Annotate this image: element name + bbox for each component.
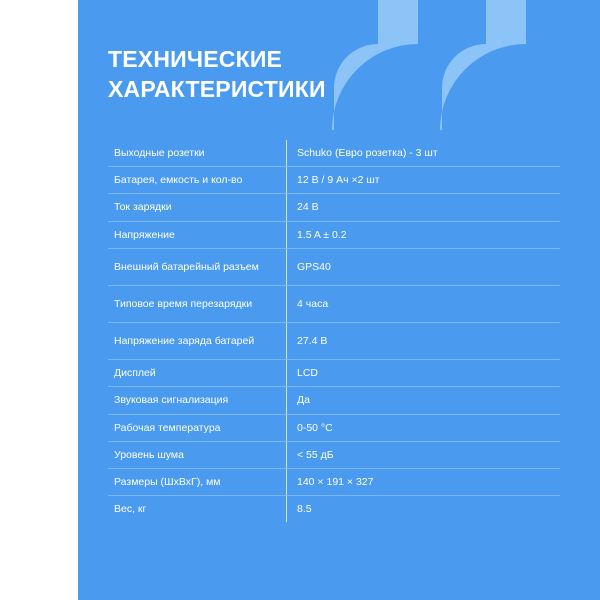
- spec-value: 4 часа: [287, 285, 561, 322]
- spec-value: 24 В: [287, 194, 561, 221]
- spec-label: Уровень шума: [108, 441, 287, 468]
- table-row: [108, 140, 560, 167]
- spec-label: Выходные розетки: [108, 140, 287, 167]
- decorative-arc-right: [440, 0, 526, 130]
- spec-value: 1.5 A ± 0.2: [287, 221, 561, 248]
- spec-label: Звуковая сигнализация: [108, 387, 287, 414]
- page-title: [108, 44, 408, 105]
- specifications-table: [108, 140, 560, 522]
- table-row: [108, 167, 560, 194]
- spec-value: 12 В / 9 Ач ×2 шт: [287, 167, 561, 194]
- page-title-line-2: ХАРАКТЕРИСТИКИ: [108, 76, 326, 103]
- spec-label: Ток зарядки: [108, 194, 287, 221]
- spec-label: Типовое время перезарядки: [108, 285, 287, 322]
- spec-value: Да: [287, 387, 561, 414]
- spec-label: Внешний батарейный разъем: [108, 248, 287, 285]
- table-row: [108, 468, 560, 495]
- spec-value: Schuko (Евро розетка) - 3 шт: [287, 140, 561, 167]
- spec-label: Напряжение заряда батарей: [108, 323, 287, 360]
- spec-label: Напряжение: [108, 221, 287, 248]
- spec-label: Батарея, емкость и кол-во: [108, 167, 287, 194]
- spec-label: Дисплей: [108, 360, 287, 387]
- table-row: [108, 441, 560, 468]
- table-row: [108, 323, 560, 360]
- table-row: [108, 360, 560, 387]
- spec-value: 8.5: [287, 496, 561, 523]
- spec-value: GPS40: [287, 248, 561, 285]
- spec-label: Вес, кг: [114, 503, 147, 516]
- table-row: [108, 414, 560, 441]
- spec-value: 27.4 В: [287, 323, 561, 360]
- spec-value: LCD: [287, 360, 561, 387]
- table-row: [108, 496, 560, 523]
- table-row: [108, 285, 560, 322]
- blue-panel: [78, 0, 600, 600]
- page-title-line-1: ТЕХНИЧЕСКИЕ: [108, 46, 283, 72]
- table-row: [108, 387, 560, 414]
- spec-label: Размеры (ШхВхГ), мм: [108, 468, 287, 495]
- table-row: [108, 248, 560, 285]
- spec-value: < 55 дБ: [287, 441, 561, 468]
- spec-label: Рабочая температура: [108, 414, 287, 441]
- table-row: [108, 194, 560, 221]
- spec-value: 140 × 191 × 327: [287, 468, 561, 495]
- spec-value: 0-50 °С: [287, 414, 561, 441]
- table-row: [108, 221, 560, 248]
